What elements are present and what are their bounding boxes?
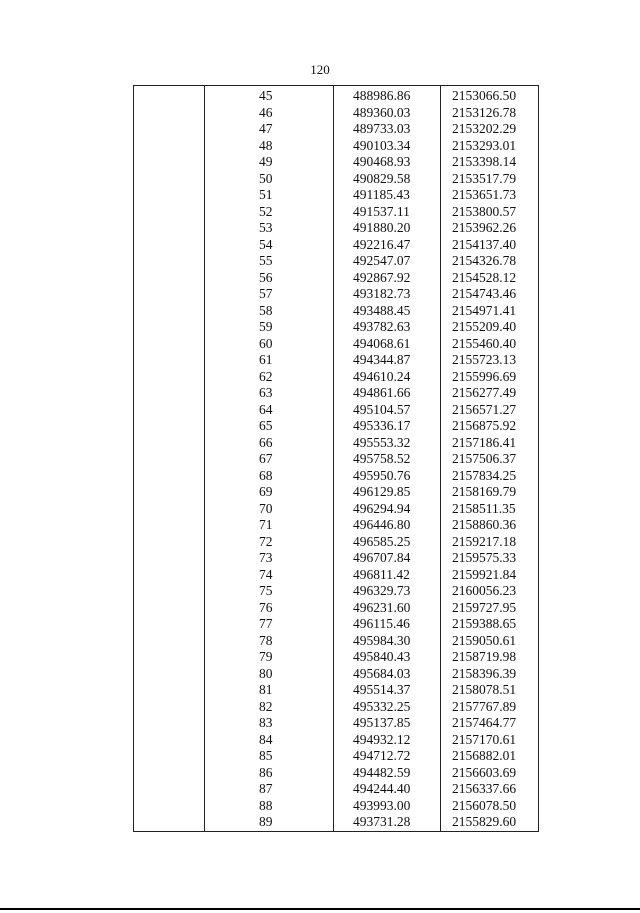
coordinate-table xyxy=(133,85,539,832)
y-coordinate-cell: 2153800.57 xyxy=(452,203,517,219)
x-coordinate-cell: 493182.73 xyxy=(353,286,411,301)
x-coordinate-cell: 488986.86 xyxy=(353,88,411,103)
table-row xyxy=(134,418,538,435)
page-number: 120 xyxy=(310,62,330,77)
table-row xyxy=(134,220,538,237)
point-number-cell: 81 xyxy=(259,682,273,697)
table-row xyxy=(134,484,538,501)
y-coordinate-cell: 2156882.01 xyxy=(452,748,517,763)
point-number-cell: 62 xyxy=(259,368,273,384)
page-bottom-rule xyxy=(0,908,640,910)
table-row xyxy=(134,253,538,270)
point-number-cell: 58 xyxy=(259,302,273,318)
point-number-cell: 89 xyxy=(259,814,273,829)
table-body xyxy=(134,88,538,831)
point-number-cell: 55 xyxy=(259,253,273,268)
x-coordinate-cell: 495553.32 xyxy=(353,434,411,450)
table-row xyxy=(134,451,538,468)
table-row xyxy=(134,385,538,402)
y-coordinate-cell: 2156603.69 xyxy=(452,764,517,780)
point-number-cell: 47 xyxy=(259,121,273,136)
x-coordinate-cell: 496129.85 xyxy=(353,484,411,499)
x-coordinate-cell: 489733.03 xyxy=(353,121,411,136)
y-coordinate-cell: 2156078.50 xyxy=(452,797,517,813)
x-coordinate-cell: 494932.12 xyxy=(353,731,411,747)
table-row xyxy=(134,517,538,534)
point-number-cell: 84 xyxy=(259,731,273,747)
table-row xyxy=(134,468,538,485)
x-coordinate-cell: 493993.00 xyxy=(353,797,411,813)
table-row xyxy=(134,567,538,584)
y-coordinate-cell: 2153651.73 xyxy=(452,187,517,202)
y-coordinate-cell: 2157834.25 xyxy=(452,467,517,483)
point-number-cell: 79 xyxy=(259,649,273,664)
table-row xyxy=(134,715,538,732)
table-row xyxy=(134,616,538,633)
point-number-cell: 82 xyxy=(259,698,273,714)
point-number-cell: 59 xyxy=(259,319,273,334)
table-row xyxy=(134,187,538,204)
y-coordinate-cell: 2157767.89 xyxy=(452,698,517,714)
point-number-cell: 49 xyxy=(259,154,273,169)
x-coordinate-cell: 492547.07 xyxy=(353,253,411,268)
table-row xyxy=(134,88,538,105)
x-coordinate-cell: 492867.92 xyxy=(353,269,411,285)
table-row xyxy=(134,666,538,683)
point-number-cell: 69 xyxy=(259,484,273,499)
y-coordinate-cell: 2155460.40 xyxy=(452,335,517,351)
y-coordinate-cell: 2153202.29 xyxy=(452,121,517,136)
table-row xyxy=(134,336,538,353)
point-number-cell: 70 xyxy=(259,500,273,516)
x-coordinate-cell: 493488.45 xyxy=(353,302,411,318)
x-coordinate-cell: 496585.25 xyxy=(353,533,411,549)
x-coordinate-cell: 496811.42 xyxy=(353,566,410,582)
point-number-cell: 73 xyxy=(259,550,273,565)
y-coordinate-cell: 2159727.95 xyxy=(452,599,517,615)
x-coordinate-cell: 495684.03 xyxy=(353,665,411,681)
x-coordinate-cell: 494344.87 xyxy=(353,352,411,367)
table-row xyxy=(134,748,538,765)
table-row xyxy=(134,237,538,254)
table-row xyxy=(134,402,538,419)
x-coordinate-cell: 494482.59 xyxy=(353,764,411,780)
y-coordinate-cell: 2154137.40 xyxy=(452,236,517,252)
x-coordinate-cell: 491537.11 xyxy=(353,203,410,219)
table-row xyxy=(134,105,538,122)
table-row xyxy=(134,699,538,716)
x-coordinate-cell: 496115.46 xyxy=(353,616,410,631)
table-row xyxy=(134,682,538,699)
table-row xyxy=(134,154,538,171)
x-coordinate-cell: 494861.66 xyxy=(353,385,411,400)
table-row xyxy=(134,732,538,749)
point-number-cell: 46 xyxy=(259,104,273,120)
point-number-cell: 64 xyxy=(259,401,273,417)
table-row xyxy=(134,649,538,666)
point-number-cell: 68 xyxy=(259,467,273,483)
x-coordinate-cell: 490468.93 xyxy=(353,154,411,169)
x-coordinate-cell: 493782.63 xyxy=(353,319,411,334)
point-number-cell: 67 xyxy=(259,451,273,466)
point-number-cell: 77 xyxy=(259,616,273,631)
point-number-cell: 83 xyxy=(259,715,273,730)
table-row xyxy=(134,121,538,138)
y-coordinate-cell: 2157170.61 xyxy=(452,731,517,747)
point-number-cell: 53 xyxy=(259,220,273,235)
point-number-cell: 80 xyxy=(259,665,273,681)
y-coordinate-cell: 2155209.40 xyxy=(452,319,517,334)
table-row xyxy=(134,583,538,600)
x-coordinate-cell: 495137.85 xyxy=(353,715,411,730)
table-row xyxy=(134,270,538,287)
point-number-cell: 75 xyxy=(259,583,273,598)
x-coordinate-cell: 495336.17 xyxy=(353,418,411,433)
table-row xyxy=(134,814,538,831)
y-coordinate-cell: 2153398.14 xyxy=(452,154,517,169)
y-coordinate-cell: 2159217.18 xyxy=(452,533,517,549)
point-number-cell: 54 xyxy=(259,236,273,252)
x-coordinate-cell: 495514.37 xyxy=(353,682,411,697)
y-coordinate-cell: 2158860.36 xyxy=(452,517,517,532)
x-coordinate-cell: 496329.73 xyxy=(353,583,411,598)
x-coordinate-cell: 489360.03 xyxy=(353,104,411,120)
x-coordinate-cell: 490829.58 xyxy=(353,170,411,186)
y-coordinate-cell: 2156337.66 xyxy=(452,781,517,796)
y-coordinate-cell: 2154971.41 xyxy=(452,302,517,318)
x-coordinate-cell: 494244.40 xyxy=(353,781,411,796)
table-row xyxy=(134,171,538,188)
table-row xyxy=(134,550,538,567)
table-row xyxy=(134,286,538,303)
point-number-cell: 87 xyxy=(259,781,273,796)
point-number-cell: 76 xyxy=(259,599,273,615)
x-coordinate-cell: 492216.47 xyxy=(353,236,411,252)
x-coordinate-cell: 494610.24 xyxy=(353,368,411,384)
table-row xyxy=(134,303,538,320)
x-coordinate-cell: 494712.72 xyxy=(353,748,411,763)
table-row xyxy=(134,501,538,518)
point-number-cell: 56 xyxy=(259,269,273,285)
y-coordinate-cell: 2157464.77 xyxy=(452,715,517,730)
point-number-cell: 52 xyxy=(259,203,273,219)
x-coordinate-cell: 496446.80 xyxy=(353,517,411,532)
y-coordinate-cell: 2159050.61 xyxy=(452,632,517,648)
table-row xyxy=(134,352,538,369)
x-coordinate-cell: 496294.94 xyxy=(353,500,411,516)
table-row xyxy=(134,600,538,617)
point-number-cell: 72 xyxy=(259,533,273,549)
y-coordinate-cell: 2156571.27 xyxy=(452,401,517,417)
point-number-cell: 61 xyxy=(259,352,273,367)
table-row xyxy=(134,633,538,650)
point-number-cell: 45 xyxy=(259,88,273,103)
y-coordinate-cell: 2154528.12 xyxy=(452,269,517,285)
y-coordinate-cell: 2153293.01 xyxy=(452,137,517,153)
x-coordinate-cell: 495104.57 xyxy=(353,401,411,417)
point-number-cell: 88 xyxy=(259,797,273,813)
y-coordinate-cell: 2157186.41 xyxy=(452,434,517,450)
point-number-cell: 50 xyxy=(259,170,273,186)
x-coordinate-cell: 495984.30 xyxy=(353,632,411,648)
table-row xyxy=(134,781,538,798)
y-coordinate-cell: 2158169.79 xyxy=(452,484,517,499)
table-row xyxy=(134,435,538,452)
table-row xyxy=(134,319,538,336)
x-coordinate-cell: 495332.25 xyxy=(353,698,411,714)
point-number-cell: 60 xyxy=(259,335,273,351)
y-coordinate-cell: 2159575.33 xyxy=(452,550,517,565)
y-coordinate-cell: 2158078.51 xyxy=(452,682,517,697)
point-number-cell: 86 xyxy=(259,764,273,780)
table-row xyxy=(134,204,538,221)
point-number-cell: 74 xyxy=(259,566,273,582)
point-number-cell: 85 xyxy=(259,748,273,763)
point-number-cell: 63 xyxy=(259,385,273,400)
table-row xyxy=(134,369,538,386)
x-coordinate-cell: 496707.84 xyxy=(353,550,411,565)
y-coordinate-cell: 2159388.65 xyxy=(452,616,517,631)
x-coordinate-cell: 495758.52 xyxy=(353,451,411,466)
point-number-cell: 48 xyxy=(259,137,273,153)
x-coordinate-cell: 494068.61 xyxy=(353,335,411,351)
x-coordinate-cell: 491880.20 xyxy=(353,220,411,235)
y-coordinate-cell: 2153126.78 xyxy=(452,104,517,120)
point-number-cell: 78 xyxy=(259,632,273,648)
y-coordinate-cell: 2158719.98 xyxy=(452,649,517,664)
y-coordinate-cell: 2159921.84 xyxy=(452,566,517,582)
table-row xyxy=(134,138,538,155)
point-number-cell: 65 xyxy=(259,418,273,433)
table-row xyxy=(134,765,538,782)
table-row xyxy=(134,534,538,551)
x-coordinate-cell: 491185.43 xyxy=(353,187,410,202)
y-coordinate-cell: 2155829.60 xyxy=(452,814,517,829)
x-coordinate-cell: 493731.28 xyxy=(353,814,411,829)
y-coordinate-cell: 2154326.78 xyxy=(452,253,517,268)
y-coordinate-cell: 2154743.46 xyxy=(452,286,517,301)
y-coordinate-cell: 2153066.50 xyxy=(452,88,517,103)
y-coordinate-cell: 2156277.49 xyxy=(452,385,517,400)
y-coordinate-cell: 2157506.37 xyxy=(452,451,517,466)
point-number-cell: 51 xyxy=(259,187,273,202)
y-coordinate-cell: 2155723.13 xyxy=(452,352,517,367)
y-coordinate-cell: 2160056.23 xyxy=(452,583,517,598)
point-number-cell: 66 xyxy=(259,434,273,450)
table-row xyxy=(134,798,538,815)
x-coordinate-cell: 496231.60 xyxy=(353,599,411,615)
x-coordinate-cell: 495840.43 xyxy=(353,649,411,664)
y-coordinate-cell: 2155996.69 xyxy=(452,368,517,384)
y-coordinate-cell: 2153962.26 xyxy=(452,220,517,235)
y-coordinate-cell: 2158396.39 xyxy=(452,665,517,681)
point-number-cell: 57 xyxy=(259,286,273,301)
y-coordinate-cell: 2156875.92 xyxy=(452,418,517,433)
y-coordinate-cell: 2158511.35 xyxy=(452,500,516,516)
y-coordinate-cell: 2153517.79 xyxy=(452,170,517,186)
x-coordinate-cell: 495950.76 xyxy=(353,467,411,483)
x-coordinate-cell: 490103.34 xyxy=(353,137,411,153)
point-number-cell: 71 xyxy=(259,517,273,532)
